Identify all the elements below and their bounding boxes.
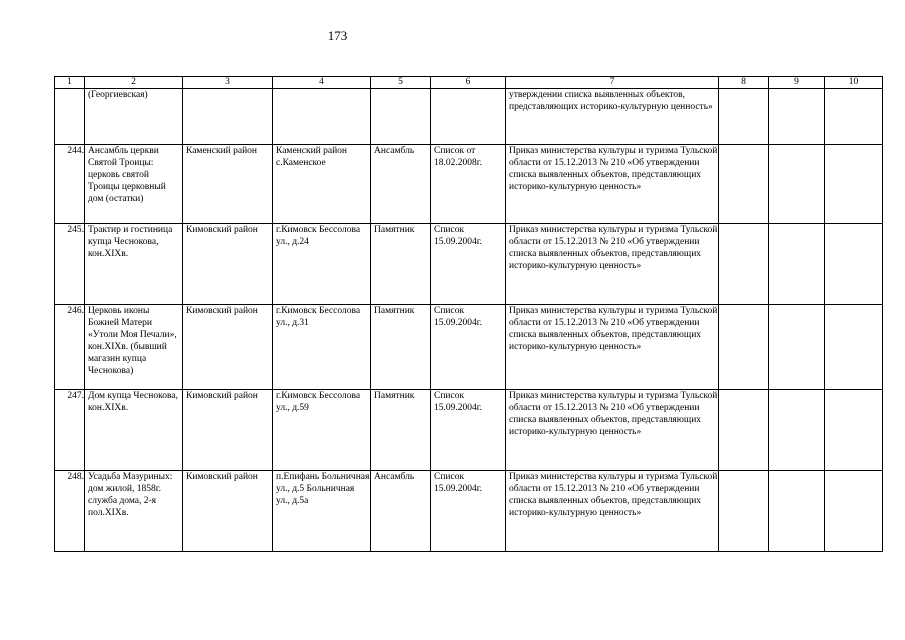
column-header: 9 (769, 77, 825, 89)
list-reference: Список 15.09.2004г. (431, 471, 506, 552)
document-reference: Приказ министерства культуры и туризма Тульской области от 15.12.2013 № 210 «Об утверждении списка выявленных объектов, представляющих историко-культурную ценность» (506, 390, 719, 471)
document-reference: Приказ министерства культуры и туризма Тульской области от 15.12.2013 № 210 «Об утверждении списка выявленных объектов, представляющих историко-культурную ценность» (506, 471, 719, 552)
table-row (55, 471, 883, 552)
region: Каменский район (183, 145, 273, 224)
row-number: 245. (55, 224, 85, 305)
column-9-cell (769, 145, 825, 224)
column-9-cell (769, 305, 825, 390)
column-header: 2 (85, 77, 183, 89)
column-8-cell (719, 89, 769, 145)
column-8-cell (719, 305, 769, 390)
row-number (55, 89, 85, 145)
column-8-cell (719, 145, 769, 224)
column-10-cell (825, 89, 883, 145)
column-9-cell (769, 89, 825, 145)
column-8-cell (719, 224, 769, 305)
object-type: Памятник (371, 305, 431, 390)
heritage-registry-table (54, 76, 883, 552)
table-row (55, 89, 883, 145)
list-reference: Список от 18.02.2008г. (431, 145, 506, 224)
column-header: 7 (506, 77, 719, 89)
address (273, 89, 371, 145)
document-reference: Приказ министерства культуры и туризма Тульской области от 15.12.2013 № 210 «Об утверждении списка выявленных объектов, представляющих историко-культурную ценность» (506, 305, 719, 390)
column-10-cell (825, 390, 883, 471)
list-reference (431, 89, 506, 145)
header-row (55, 77, 883, 89)
address: п.Епифань Больничная ул., д.5 Больничная ул., д.5а (273, 471, 371, 552)
column-9-cell (769, 471, 825, 552)
object-name: Ансамбль церкви Святой Троицы: церковь святой Троицы церковный дом (остатки) (85, 145, 183, 224)
address: г.Кимовск Бессолова ул., д.59 (273, 390, 371, 471)
column-header: 4 (273, 77, 371, 89)
column-header: 6 (431, 77, 506, 89)
document-reference: Приказ министерства культуры и туризма Тульской области от 15.12.2013 № 210 «Об утверждении списка выявленных объектов, представляющих историко-культурную ценность» (506, 224, 719, 305)
column-header: 3 (183, 77, 273, 89)
region: Кимовский район (183, 224, 273, 305)
list-reference: Список 15.09.2004г. (431, 305, 506, 390)
object-type: Ансамбль (371, 471, 431, 552)
region: Кимовский район (183, 471, 273, 552)
document-reference: утверждении списка выявленных объектов, представляющих историко-культурную ценность» (506, 89, 719, 145)
region: Кимовский район (183, 390, 273, 471)
column-10-cell (825, 471, 883, 552)
object-type: Памятник (371, 390, 431, 471)
column-8-cell (719, 471, 769, 552)
page-number: 173 (327, 28, 348, 43)
object-name: Трактир и гостиница купца Чеснокова, кон.XIXв. (85, 224, 183, 305)
object-name: Усадьба Мазуриных: дом жилой, 1858г. служба дома, 2-я пол.XIXв. (85, 471, 183, 552)
column-header: 8 (719, 77, 769, 89)
column-9-cell (769, 224, 825, 305)
object-type: Памятник (371, 224, 431, 305)
row-number: 247. (55, 390, 85, 471)
address: г.Кимовск Бессолова ул., д.31 (273, 305, 371, 390)
object-type: Ансамбль (371, 145, 431, 224)
address: г.Кимовск Бессолова ул., д.24 (273, 224, 371, 305)
row-number: 244. (55, 145, 85, 224)
table-row (55, 305, 883, 390)
column-header: 10 (825, 77, 883, 89)
column-10-cell (825, 305, 883, 390)
region (183, 89, 273, 145)
table-row (55, 390, 883, 471)
row-number: 248. (55, 471, 85, 552)
object-name: Церковь иконы Божией Матери «Утоли Моя Печали», кон.XIXв. (бывший магазин купца Чеснокова) (85, 305, 183, 390)
object-name: (Георгиевская) (85, 89, 183, 145)
column-10-cell (825, 224, 883, 305)
column-10-cell (825, 145, 883, 224)
column-9-cell (769, 390, 825, 471)
document-reference: Приказ министерства культуры и туризма Тульской области от 15.12.2013 № 210 «Об утверждении списка выявленных объектов, представляющих историко-культурную ценность» (506, 145, 719, 224)
table-row (55, 145, 883, 224)
object-type (371, 89, 431, 145)
column-header: 1 (55, 77, 85, 89)
column-8-cell (719, 390, 769, 471)
address: Каменский район с.Каменское (273, 145, 371, 224)
object-name: Дом купца Чеснокова, кон.XIXв. (85, 390, 183, 471)
table-row (55, 224, 883, 305)
list-reference: Список 15.09.2004г. (431, 224, 506, 305)
region: Кимовский район (183, 305, 273, 390)
column-header: 5 (371, 77, 431, 89)
row-number: 246. (55, 305, 85, 390)
list-reference: Список 15.09.2004г. (431, 390, 506, 471)
